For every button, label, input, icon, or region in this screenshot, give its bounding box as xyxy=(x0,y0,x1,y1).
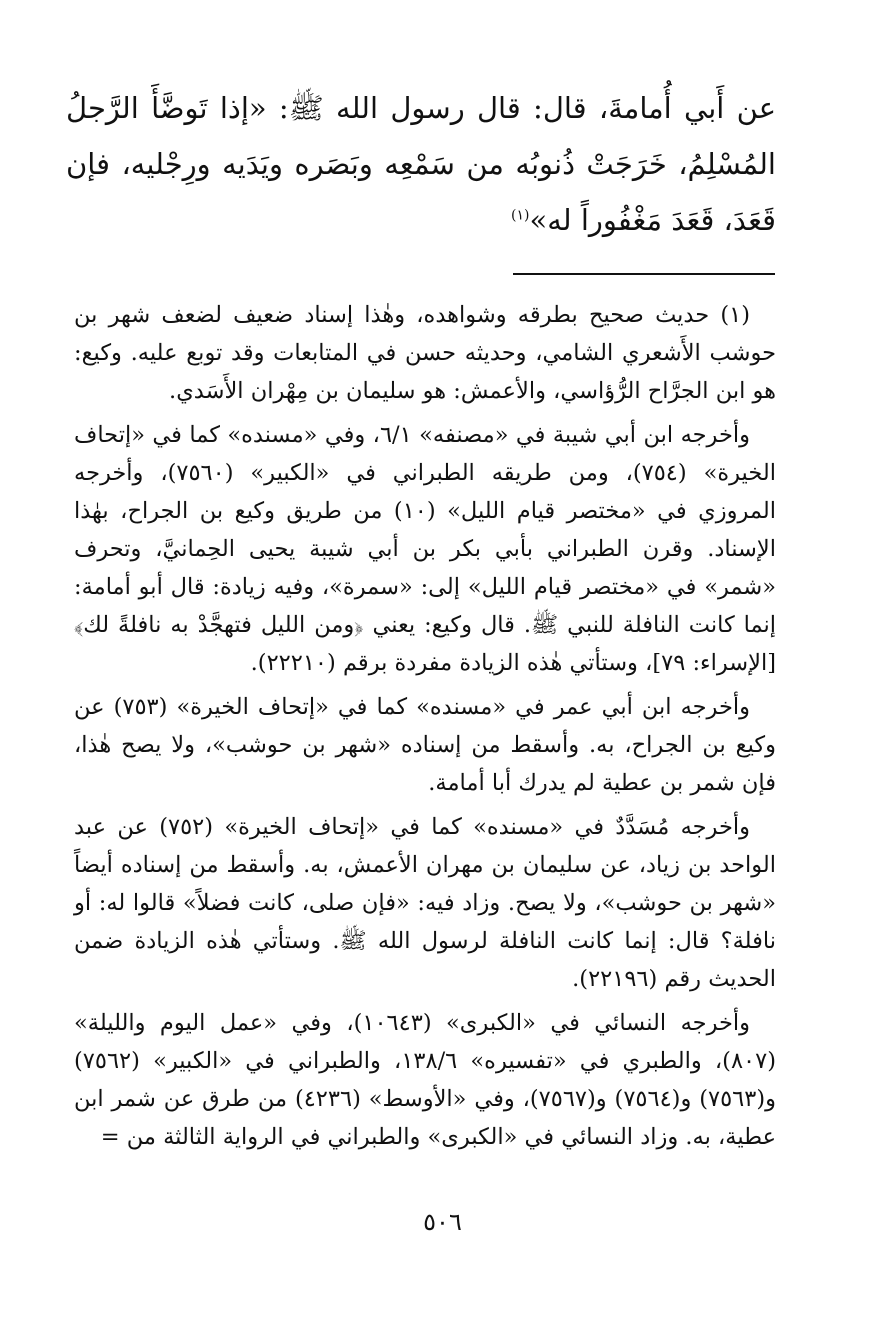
footnote-paragraph: وأخرجه مُسَدَّدٌ في «مسنده» كما في «إتحاف الخيرة» (٧٥٢) عن عبد الواحد بن زياد، عن سليمان بن مهران الأعمش، به. وأسقط من إسناده أيضاً «شهر بن حوشب»، ولا يصح. وزاد فيه: «فإن صلى، كانت فضلاً» قالوا له: أو نافلة؟ قال: إنما كانت النافلة لرسول الله ﷺ. وستأتي هٰذه الزيادة ضمن الحديث رقم (٢٢١٩٦). xyxy=(74,814,776,992)
hadith-main-text xyxy=(66,80,776,248)
footnote-paragraph: وأخرجه ابن أبي شيبة في «مصنفه» ٦/١، وفي «مسنده» كما في «إتحاف الخيرة» (٧٥٤)، ومن طريقه الطبراني في «الكبير» (٧٥٦٠)، وأخرجه المروزي في «مختصر قيام الليل» (١٠) من طريق وكيع بن الجراح، بهٰذا الإسناد. وقرن الطبراني بأبي بكر بن أبي شيبة يحيى الحِمانيَّ، وتحرف «شمر» في «مختصر قيام الليل» إلى: «سمرة»، وفيه زيادة: قال أبو أمامة: إنما كانت النافلة للنبي ﷺ. قال وكيع: يعني ﴿ومن الليل فتهجَّدْ به نافلةً لك﴾ [الإسراء: ٧٩]، وستأتي هٰذه الزيادة مفردة برقم (٢٢٢١٠). xyxy=(74,422,776,676)
footnote-reference: (١) xyxy=(511,207,530,224)
footnote-paragraph: وأخرجه ابن أبي عمر في «مسنده» كما في «إتحاف الخيرة» (٧٥٣) عن وكيع بن الجراح، به. وأسقط من إسناده «شهر بن حوشب»، ولا يصح هٰذا، فإن شمر بن عطية لم يدرك أبا أمامة. xyxy=(74,694,776,796)
footnote-separator xyxy=(513,273,775,275)
page-number: ٥٠٦ xyxy=(423,1208,462,1236)
footnotes-section xyxy=(74,296,776,1162)
footnote-paragraph: (١) حديث صحيح بطرقه وشواهده، وهٰذا إسناد ضعيف لضعف شهر بن حوشب الأَشعري الشامي، وحديثه حسن في المتابعات وقد توبع عليه. وكيع: هو ابن الجرَّاح الرُّؤاسي، والأعمش: هو سليمان بن مِهْران الأَسَدي. xyxy=(74,302,776,404)
footnote-paragraph: وأخرجه النسائي في «الكبرى» (١٠٦٤٣)، وفي «عمل اليوم والليلة» (٨٠٧)، والطبري في «تفسيره» ١٣٨/٦، والطبراني في «الكبير» (٧٥٦٢) و(٧٥٦٣) و(٧٥٦٤) و(٧٥٦٧)، وفي «الأوسط» (٤٢٣٦) من طرق عن شمر ابن عطية، به. وزاد النسائي في «الكبرى» والطبراني في الرواية الثالثة من = xyxy=(74,1010,776,1150)
hadith-body: عن أَبي أُمامةَ، قال: قال رسول الله ﷺ: «إذا تَوضَّأَ الرَّجلُ المُسْلِمُ، خَرَجَتْ ذُنوبُه من سَمْعِه وبَصَره ويَدَيه ورِجْليه، فإن قَعَدَ، قَعَدَ مَغْفُوراً له» xyxy=(66,91,776,237)
